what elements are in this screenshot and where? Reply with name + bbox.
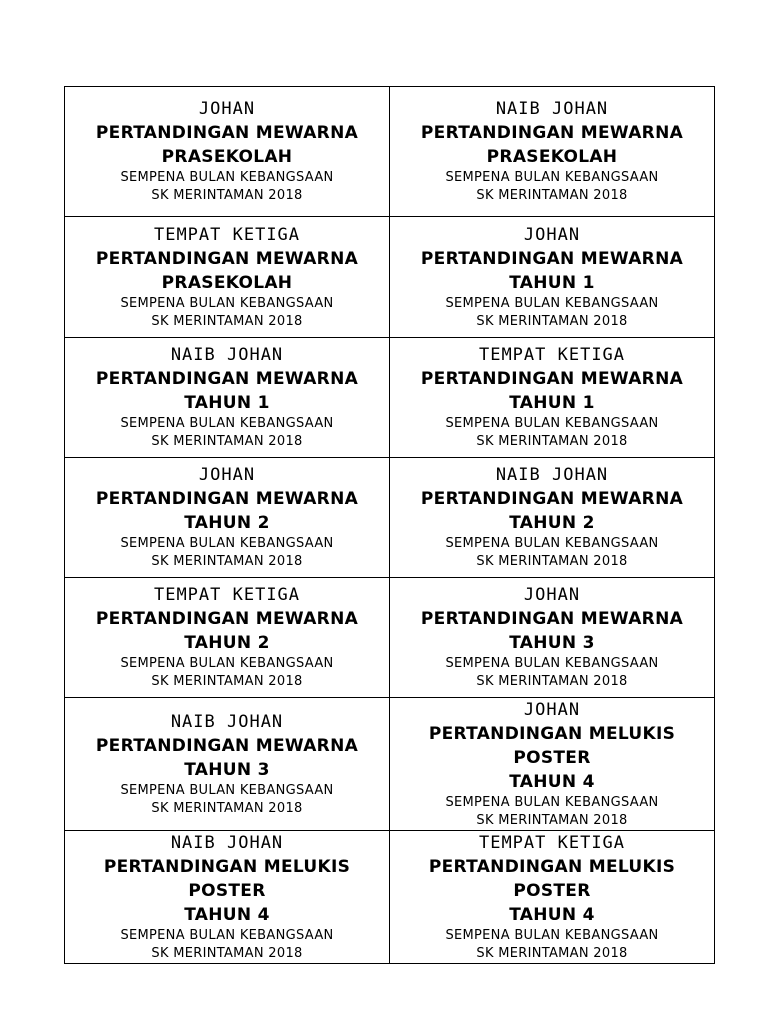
competition-title-line: PERTANDINGAN MEWARNA	[95, 248, 359, 269]
category-line: PRASEKOLAH	[161, 272, 293, 293]
competition-title-line: PERTANDINGAN MEWARNA	[95, 369, 359, 389]
label-table	[64, 86, 715, 964]
event-line: SEMPENA BULAN KEBANGSAAN	[120, 927, 334, 943]
event-line: SEMPENA BULAN KEBANGSAAN	[445, 295, 659, 311]
competition-title-line: PERTANDINGAN MEWARNA	[95, 489, 359, 509]
award-card	[390, 831, 715, 964]
category-line: TAHUN 1	[184, 393, 270, 413]
award-card	[65, 578, 390, 698]
category-line: TAHUN 4	[509, 904, 595, 925]
award-card	[65, 87, 390, 217]
category-line: PRASEKOLAH	[161, 147, 293, 167]
competition-title-line: PERTANDINGAN MEWARNA	[420, 609, 684, 629]
school-line: SK MERINTAMAN 2018	[476, 313, 628, 329]
competition-title-line: PERTANDINGAN MEWARNA	[420, 369, 684, 389]
award-place: JOHAN	[198, 465, 256, 485]
school-line: SK MERINTAMAN 2018	[151, 313, 303, 329]
school-line: SK MERINTAMAN 2018	[151, 554, 303, 569]
event-line: SEMPENA BULAN KEBANGSAAN	[120, 656, 334, 671]
school-line: SK MERINTAMAN 2018	[476, 945, 628, 961]
award-card	[65, 698, 390, 831]
award-card	[390, 87, 715, 217]
event-line: SEMPENA BULAN KEBANGSAAN	[120, 416, 334, 431]
category-line: TAHUN 2	[509, 513, 595, 533]
competition-title-line: PERTANDINGAN MEWARNA	[95, 735, 359, 756]
event-line: SEMPENA BULAN KEBANGSAAN	[445, 927, 659, 943]
award-card	[390, 458, 715, 578]
category-line: PRASEKOLAH	[486, 147, 618, 167]
school-line: SK MERINTAMAN 2018	[476, 188, 628, 203]
table-row	[65, 458, 715, 578]
event-line: SEMPENA BULAN KEBANGSAAN	[120, 536, 334, 551]
award-card	[65, 831, 390, 964]
table-row	[65, 698, 715, 831]
award-place: TEMPAT KETIGA	[478, 345, 626, 365]
school-line: SK MERINTAMAN 2018	[476, 434, 628, 449]
award-card	[65, 217, 390, 338]
competition-title-line: PERTANDINGAN MEWARNA	[420, 123, 684, 143]
competition-title-line: PERTANDINGAN MEWARNA	[420, 248, 684, 269]
award-place: JOHAN	[523, 585, 581, 605]
award-place: JOHAN	[523, 699, 581, 720]
event-line: SEMPENA BULAN KEBANGSAAN	[445, 656, 659, 671]
competition-title-line: PERTANDINGAN MELUKIS	[428, 856, 676, 877]
category-line: TAHUN 2	[184, 513, 270, 533]
school-line: SK MERINTAMAN 2018	[151, 188, 303, 203]
school-line: SK MERINTAMAN 2018	[151, 945, 303, 961]
award-place: TEMPAT KETIGA	[153, 224, 301, 245]
award-place: NAIB JOHAN	[495, 465, 609, 485]
event-line: SEMPENA BULAN KEBANGSAAN	[445, 170, 659, 185]
school-line: SK MERINTAMAN 2018	[476, 554, 628, 569]
table-row	[65, 338, 715, 458]
competition-title-line: PERTANDINGAN MEWARNA	[420, 489, 684, 509]
school-line: SK MERINTAMAN 2018	[151, 674, 303, 689]
category-line: TAHUN 1	[509, 393, 595, 413]
category-line: TAHUN 2	[184, 633, 270, 653]
title-line-2: POSTER	[188, 880, 266, 901]
award-place: TEMPAT KETIGA	[478, 832, 626, 853]
award-card	[390, 698, 715, 831]
award-place: JOHAN	[523, 224, 581, 245]
table-row	[65, 831, 715, 964]
award-card	[390, 578, 715, 698]
award-place: TEMPAT KETIGA	[153, 585, 301, 605]
award-place: NAIB JOHAN	[495, 99, 609, 119]
award-card	[390, 338, 715, 458]
event-line: SEMPENA BULAN KEBANGSAAN	[120, 295, 334, 311]
label-sheet	[64, 86, 714, 964]
competition-title-line: PERTANDINGAN MELUKIS	[428, 723, 676, 744]
award-place: NAIB JOHAN	[170, 832, 284, 853]
title-line-2: POSTER	[513, 747, 591, 768]
event-line: SEMPENA BULAN KEBANGSAAN	[445, 536, 659, 551]
table-row	[65, 87, 715, 217]
school-line: SK MERINTAMAN 2018	[151, 434, 303, 449]
award-card	[65, 338, 390, 458]
school-line: SK MERINTAMAN 2018	[476, 674, 628, 689]
school-line: SK MERINTAMAN 2018	[476, 812, 628, 828]
title-line-2: POSTER	[513, 880, 591, 901]
award-place: NAIB JOHAN	[170, 711, 284, 732]
award-card	[390, 217, 715, 338]
competition-title-line: PERTANDINGAN MEWARNA	[95, 123, 359, 143]
category-line: TAHUN 3	[509, 633, 595, 653]
category-line: TAHUN 4	[184, 904, 270, 925]
event-line: SEMPENA BULAN KEBANGSAAN	[120, 170, 334, 185]
competition-title-line: PERTANDINGAN MELUKIS	[103, 856, 351, 877]
category-line: TAHUN 1	[509, 272, 595, 293]
event-line: SEMPENA BULAN KEBANGSAAN	[445, 794, 659, 810]
award-card	[65, 458, 390, 578]
table-row	[65, 217, 715, 338]
event-line: SEMPENA BULAN KEBANGSAAN	[120, 782, 334, 798]
award-place: NAIB JOHAN	[170, 345, 284, 365]
school-line: SK MERINTAMAN 2018	[151, 800, 303, 816]
competition-title-line: PERTANDINGAN MEWARNA	[95, 609, 359, 629]
category-line: TAHUN 3	[184, 759, 270, 780]
category-line: TAHUN 4	[509, 771, 595, 792]
event-line: SEMPENA BULAN KEBANGSAAN	[445, 416, 659, 431]
table-row	[65, 578, 715, 698]
award-place: JOHAN	[198, 99, 256, 119]
